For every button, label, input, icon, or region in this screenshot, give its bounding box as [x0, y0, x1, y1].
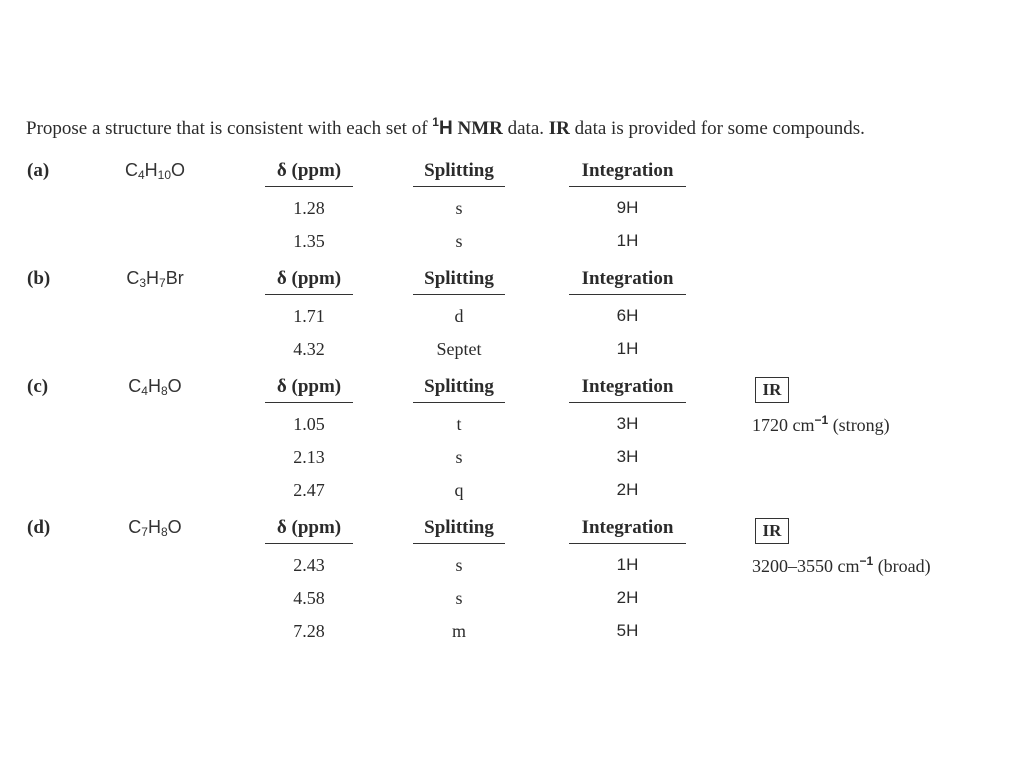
formula-subscript: 7 — [159, 276, 166, 290]
formula-subscript: 4 — [137, 168, 145, 182]
header-ppm: δ (ppm) — [276, 160, 342, 181]
formula-subscript: 4 — [141, 384, 148, 398]
cell-splitting: s — [455, 231, 463, 251]
ir-wavenumber: 1720 cm — [752, 415, 815, 435]
problem-label: (c) — [27, 376, 49, 397]
header-ppm: δ (ppm) — [276, 376, 342, 397]
intro-ir: IR — [548, 118, 570, 139]
intro-part3: data is provided for some compounds. — [569, 118, 865, 139]
intro-part1: Propose a structure that is consistent with each set of — [26, 118, 433, 139]
header-splitting: Splitting — [424, 517, 494, 538]
problem-label: (b) — [27, 268, 51, 289]
cell-integration: 5H — [616, 621, 639, 640]
ir-exponent: −1 — [859, 554, 874, 568]
ir-value — [752, 554, 931, 577]
molecular-formula — [0, 160, 310, 181]
cell-ppm: 4.58 — [293, 588, 325, 608]
header-underline — [569, 402, 686, 403]
cell-splitting: q — [454, 480, 464, 500]
ir-value — [752, 413, 890, 436]
header-integration: Integration — [581, 376, 674, 397]
cell-integration: 9H — [616, 198, 639, 217]
ir-wavenumber: 3200–3550 cm — [752, 556, 860, 576]
cell-integration: 1H — [616, 231, 639, 250]
cell-splitting: Septet — [436, 339, 482, 359]
formula-element: O — [167, 376, 182, 396]
cell-integration: 6H — [616, 306, 639, 325]
cell-splitting: s — [455, 555, 463, 575]
header-splitting: Splitting — [424, 160, 494, 181]
cell-integration: 2H — [616, 480, 639, 499]
cell-splitting: s — [455, 447, 463, 467]
formula-element: C — [128, 517, 142, 537]
formula-subscript: 10 — [157, 168, 172, 182]
formula-element: O — [171, 160, 186, 180]
header-underline — [569, 294, 686, 295]
formula-element: C — [124, 160, 138, 180]
header-underline — [413, 186, 505, 187]
formula-element: H — [147, 376, 161, 396]
cell-splitting: t — [456, 414, 462, 434]
formula-element: H — [147, 517, 161, 537]
formula-element: C — [128, 376, 142, 396]
header-ppm: δ (ppm) — [276, 268, 342, 289]
header-integration: Integration — [581, 268, 674, 289]
ir-note: (broad) — [877, 556, 931, 576]
intro-superscript: 1 — [432, 115, 439, 129]
formula-element: H — [146, 268, 159, 288]
cell-ppm: 1.35 — [293, 231, 325, 251]
formula-subscript: 8 — [160, 525, 168, 539]
ir-exponent: −1 — [814, 413, 829, 427]
ir-note: (strong) — [832, 415, 890, 435]
cell-integration: 1H — [616, 555, 639, 574]
ir-label-box: IR — [755, 377, 789, 403]
cell-ppm: 1.05 — [293, 414, 325, 434]
cell-ppm: 2.13 — [293, 447, 325, 467]
instructions-text — [26, 115, 865, 140]
cell-splitting: s — [455, 588, 463, 608]
molecular-formula — [0, 376, 310, 397]
cell-ppm: 4.32 — [293, 339, 325, 359]
formula-subscript: 7 — [141, 525, 148, 539]
molecular-formula — [0, 268, 310, 289]
problem-label: (a) — [27, 160, 50, 181]
cell-splitting: m — [451, 621, 466, 641]
header-integration: Integration — [581, 517, 674, 538]
formula-element: C — [126, 268, 140, 288]
cell-integration: 3H — [616, 414, 639, 433]
formula-subscript: 8 — [160, 384, 168, 398]
intro-part2: data. — [502, 118, 549, 139]
problem-label: (d) — [27, 517, 51, 538]
cell-ppm: 1.71 — [293, 306, 325, 326]
formula-element: H — [144, 160, 158, 180]
intro-h: H — [438, 118, 453, 139]
cell-splitting: d — [454, 306, 464, 326]
header-underline — [569, 543, 686, 544]
header-ppm: δ (ppm) — [276, 517, 342, 538]
header-underline — [413, 402, 505, 403]
cell-ppm: 7.28 — [293, 621, 325, 641]
formula-element: Br — [165, 268, 184, 288]
header-underline — [413, 543, 505, 544]
header-underline — [413, 294, 505, 295]
cell-integration: 1H — [616, 339, 639, 358]
cell-integration: 2H — [616, 588, 639, 607]
header-integration: Integration — [581, 160, 674, 181]
cell-ppm: 2.47 — [293, 480, 325, 500]
header-underline — [265, 294, 353, 295]
header-underline — [265, 402, 353, 403]
cell-ppm: 1.28 — [293, 198, 325, 218]
cell-integration: 3H — [616, 447, 639, 466]
header-splitting: Splitting — [424, 268, 494, 289]
cell-splitting: s — [455, 198, 463, 218]
header-underline — [569, 186, 686, 187]
formula-subscript: 3 — [139, 276, 146, 290]
molecular-formula — [0, 517, 310, 538]
cell-ppm: 2.43 — [293, 555, 325, 575]
header-underline — [265, 543, 353, 544]
header-splitting: Splitting — [424, 376, 494, 397]
intro-nmr: NMR — [452, 118, 503, 139]
ir-label-box: IR — [755, 518, 789, 544]
header-underline — [265, 186, 353, 187]
formula-element: O — [167, 517, 182, 537]
